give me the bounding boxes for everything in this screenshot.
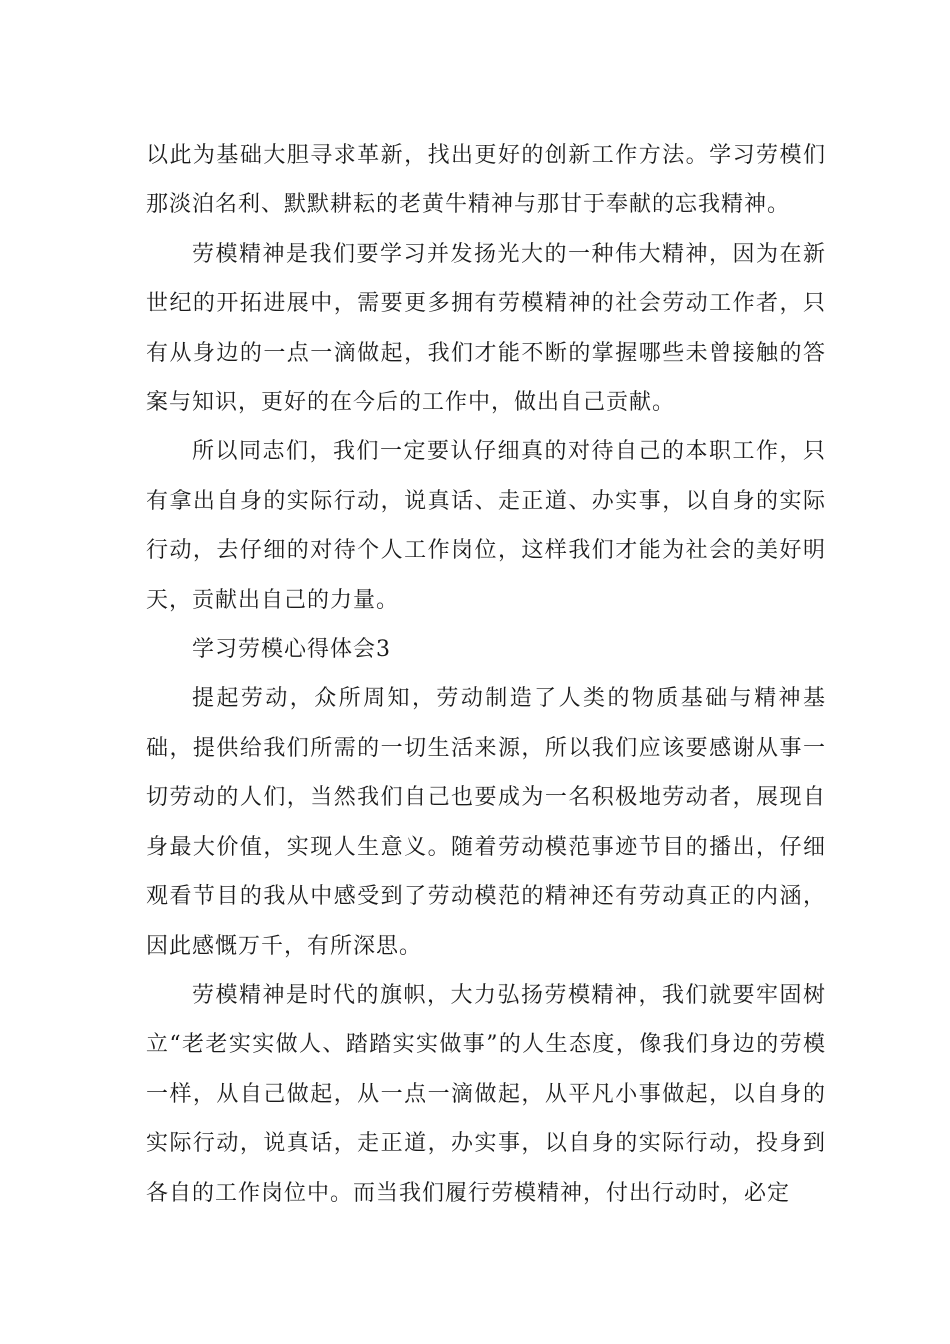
paragraph: 劳模精神是我们要学习并发扬光大的一种伟大精神，因为在新世纪的开拓进展中，需要更多拥有劳模精神的社会劳动工作者，只有从身边的一点一滴做起，我们才能不断的掌握哪些未曾接触的答案与知识，更好的在今后的工作中，做出自己贡献。 — [146, 241, 826, 416]
section-heading: 学习劳模心得体会3 — [192, 637, 391, 663]
document-body — [146, 131, 826, 1218]
paragraph-continued: 以此为基础大胆寻求革新，找出更好的创新工作方法。学习劳模们那淡泊名利、默默耕耘的老黄牛精神与那甘于奉献的忘我精神。 — [146, 143, 826, 218]
paragraph: 所以同志们，我们一定要认仔细真的对待自己的本职工作，只有拿出自身的实际行动，说真话、走正道、办实事，以自身的实际行动，去仔细的对待个人工作岗位，这样我们才能为社会的美好明天，贡献出自己的力量。 — [146, 439, 826, 613]
paragraph: 提起劳动，众所周知，劳动制造了人类的物质基础与精神基础，提供给我们所需的一切生活来源，所以我们应该要感谢从事一切劳动的人们，当然我们自己也要成为一名积极地劳动者，展现自身最大价值，实现人生意义。随着劳动模范事迹节目的播出，仔细观看节目的我从中感受到了劳动模范的精神还有劳动真正的内涵，因此感慨万千，有所深思。 — [146, 686, 826, 959]
paragraph: 劳模精神是时代的旗帜，大力弘扬劳模精神，我们就要牢固树立“老老实实做人、踏踏实实做事”的人生态度，像我们身边的劳模一样，从自己做起，从一点一滴做起，从平凡小事做起，以自身的实际行动，说真话，走正道，办实事，以自身的实际行动，投身到各自的工作岗位中。而当我们履行劳模精神，付出行动时，必定 — [146, 982, 826, 1206]
